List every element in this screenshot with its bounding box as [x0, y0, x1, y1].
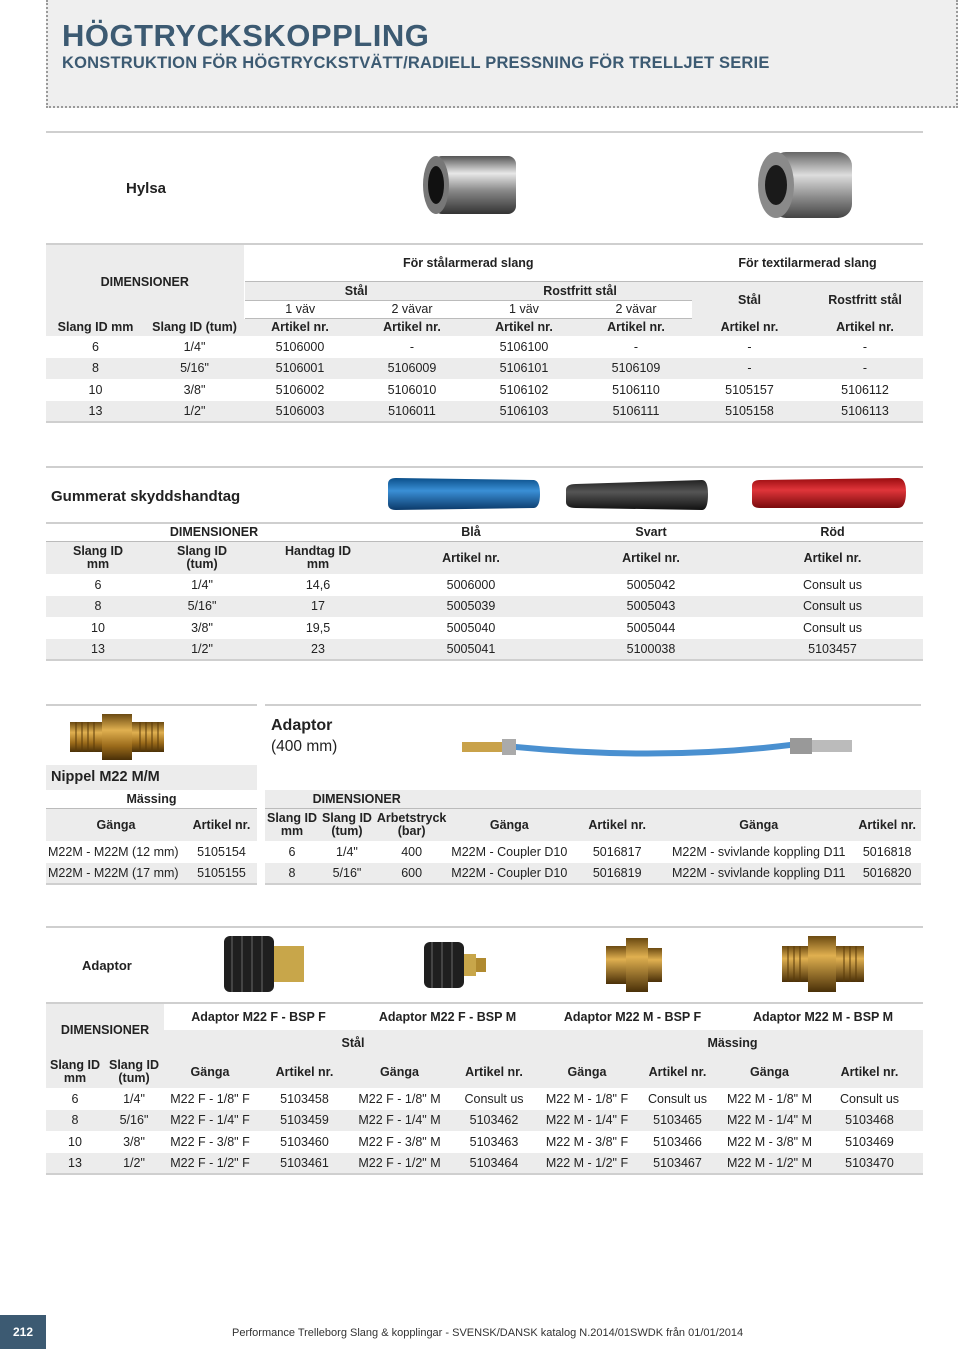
table-cell: 8	[288, 865, 296, 880]
table-row	[265, 863, 921, 885]
table-cell: 5103461	[280, 1155, 329, 1170]
stal-header: Stål	[244, 281, 468, 300]
table-cell: M22 M - 1/4" F	[545, 1113, 629, 1128]
table-cell: 5016820	[862, 865, 912, 880]
table-cell: 5005043	[626, 599, 676, 614]
table-row	[46, 596, 923, 618]
col-artikel: Artikel nr.	[803, 550, 862, 565]
section-divider	[46, 704, 257, 706]
steel-group-header: För stålarmerad slang	[244, 244, 692, 281]
table-cell: M22 F - 1/4" M	[358, 1113, 441, 1128]
table-cell: 5106101	[499, 361, 549, 376]
table-cell: 5103464	[469, 1155, 519, 1170]
bla-header: Blå	[382, 523, 560, 541]
col-ganga: Gänga	[380, 1064, 419, 1079]
adaptor-m-f-image	[604, 936, 664, 994]
col-slang-tum: Slang ID (tum)	[108, 1057, 159, 1085]
table-cell: 10	[68, 1134, 82, 1149]
table-row	[46, 841, 257, 863]
col-ganga: Gänga	[489, 817, 529, 832]
table-cell: 5103458	[280, 1091, 329, 1106]
table-cell: 5106002	[275, 382, 325, 397]
table-cell: 5106010	[387, 382, 437, 397]
group-header: Adaptor M22 F - BSP M	[378, 1010, 517, 1024]
table-cell: 5106112	[841, 382, 889, 397]
page-number: 212	[0, 1315, 46, 1349]
massing-header: Mässing	[542, 1030, 923, 1055]
adaptor-m-m-image	[780, 934, 866, 994]
table-row	[46, 1088, 923, 1110]
dimensioner-header: DIMENSIONER	[46, 523, 382, 541]
one-vav-header: 1 väv	[244, 300, 356, 318]
section-divider	[46, 926, 923, 928]
table-cell: M22 F - 1/8" M	[358, 1091, 441, 1106]
table-cell: 5105158	[725, 403, 774, 418]
table-cell: 5103469	[845, 1134, 894, 1149]
table-cell: 600	[401, 865, 423, 880]
table-cell: 5106011	[388, 403, 436, 418]
col-artikel: Artikel nr.	[465, 1064, 523, 1079]
hylsa-table	[46, 243, 923, 423]
col-slang-mm: Slang ID mm	[57, 320, 134, 334]
table-cell: Consult us	[464, 1091, 524, 1106]
adaptor400-title: Adaptor	[271, 717, 333, 734]
table-cell: 5103463	[469, 1134, 519, 1149]
table-cell: 13	[88, 403, 103, 418]
two-vavar-header: 2 vävar	[580, 300, 692, 318]
adaptor-table	[46, 1002, 923, 1175]
col-artikel: Artikel nr.	[275, 1064, 334, 1079]
table-cell: 5105155	[197, 865, 246, 880]
table-cell: 1/4"	[123, 1091, 145, 1106]
one-vav-header: 1 väv	[468, 300, 580, 318]
table-cell: -	[633, 339, 639, 354]
section-divider	[265, 704, 921, 706]
nipple-image	[68, 710, 166, 762]
table-cell: 8	[92, 361, 99, 376]
table-cell: 5100038	[626, 641, 676, 656]
table-row	[46, 863, 257, 885]
table-cell: 5106102	[499, 382, 549, 397]
table-cell: Consult us	[802, 620, 863, 635]
table-cell: 5106103	[499, 403, 549, 418]
table-cell: 13	[68, 1155, 82, 1170]
table-cell: 6	[94, 577, 102, 592]
page-header	[46, 0, 958, 108]
col-artikel: Artikel nr.	[271, 320, 329, 335]
table-cell: 5103460	[280, 1134, 329, 1149]
table-cell: Consult us	[647, 1091, 708, 1106]
sleeve-stainless-image	[752, 148, 856, 224]
table-row	[46, 401, 923, 423]
table-cell: M22 F - 1/8" F	[170, 1091, 250, 1106]
col-handtag-id: Handtag ID mm	[285, 543, 351, 571]
adaptor400-table	[265, 790, 921, 885]
table-cell: 5103466	[653, 1134, 702, 1149]
table-cell: 5106001	[275, 361, 325, 376]
col-artikel: Artikel nr.	[383, 320, 441, 335]
rostfritt-header: Rostfritt stål	[468, 281, 692, 300]
col-ganga: Gänga	[739, 817, 779, 832]
nippel-title: Nippel M22 M/M	[51, 769, 160, 785]
table-row	[46, 1110, 923, 1132]
table-cell: 5106111	[612, 403, 660, 418]
table-cell: 5005044	[626, 620, 676, 635]
col-ganga: Gänga	[190, 1064, 230, 1079]
red-grip-image	[748, 474, 910, 514]
col-slang-tum: Slang ID (tum)	[321, 810, 372, 838]
page-title: HÖGTRYCKSKOPPLING	[62, 18, 430, 53]
section-divider	[46, 131, 923, 133]
col-artikel: Artikel nr.	[622, 550, 680, 565]
table-row	[46, 379, 923, 401]
adaptor-title: Adaptor	[82, 958, 132, 973]
table-cell: 5106009	[387, 361, 437, 376]
table-cell: 5103459	[280, 1113, 329, 1128]
table-cell: M22 M - 3/8" M	[726, 1134, 812, 1149]
table-cell: 10	[91, 620, 105, 635]
table-cell: M22 M - 1/2" M	[726, 1155, 812, 1170]
table-cell: 1/4"	[183, 339, 206, 354]
dimensioner-header: DIMENSIONER	[46, 1003, 164, 1055]
table-cell: 1/4"	[336, 844, 358, 859]
col-slang-mm: Slang ID mm	[267, 810, 318, 838]
table-cell: M22 F - 1/2" F	[170, 1155, 250, 1170]
table-cell: M22M - M22M (17 mm)	[48, 865, 179, 880]
table-cell: 5106100	[499, 339, 549, 354]
table-cell: 5/16"	[180, 361, 209, 376]
table-cell: 5103462	[469, 1113, 519, 1128]
table-cell: -	[862, 339, 868, 354]
table-cell: 10	[88, 382, 103, 397]
table-cell: M22M - Coupler D10	[451, 844, 568, 859]
hylsa-title: Hylsa	[126, 180, 167, 197]
table-row	[46, 1131, 923, 1153]
col-slang-tum: Slang ID (tum)	[152, 320, 237, 334]
table-cell: 5106003	[275, 403, 325, 418]
table-cell: M22 F - 1/2" M	[358, 1155, 441, 1170]
nippel-table	[46, 790, 257, 885]
table-cell: 5005040	[446, 620, 496, 635]
table-cell: 5016817	[592, 844, 642, 859]
col-artikel: Artikel nr.	[720, 320, 779, 334]
table-cell: 5105157	[725, 382, 774, 397]
adaptor-f-m-image	[420, 938, 490, 992]
stal-header: Stål	[164, 1030, 542, 1055]
group-header: Adaptor M22 M - BSP F	[563, 1010, 702, 1024]
col-artikel: Artikel nr.	[858, 817, 917, 832]
table-cell: 1/2"	[183, 403, 206, 418]
blank-header	[448, 790, 921, 808]
col-slang-mm: Slang ID mm	[49, 1057, 100, 1085]
table-cell: 5106000	[275, 339, 325, 354]
table-cell: M22 M - 1/4" M	[726, 1113, 812, 1128]
table-cell: Consult us	[802, 577, 863, 592]
massing-header: Mässing	[46, 790, 257, 808]
table-cell: 5/16"	[332, 865, 362, 880]
adaptor-hose-image	[460, 730, 860, 764]
col-artikel: Artikel nr.	[495, 320, 553, 335]
table-cell: 3/8"	[191, 620, 213, 635]
table-cell: 5106113	[841, 403, 889, 418]
table-row	[46, 617, 923, 639]
table-cell: -	[409, 339, 415, 354]
table-cell: 5103470	[845, 1155, 894, 1170]
table-cell: 5/16"	[187, 599, 217, 614]
table-cell: 5005042	[626, 577, 676, 592]
handtag-table	[46, 522, 923, 661]
black-grip-image	[562, 476, 712, 516]
table-cell: -	[747, 339, 752, 354]
table-cell: 400	[401, 844, 423, 859]
two-vavar-header: 2 vävar	[356, 300, 468, 318]
table-row	[265, 841, 921, 863]
table-cell: 23	[311, 641, 325, 656]
table-cell: 1/2"	[191, 641, 213, 656]
adaptor400-length: (400 mm)	[271, 738, 338, 755]
table-cell: 5016819	[592, 865, 642, 880]
footer-text: Performance Trelleborg Slang & kopplingar - SVENSK/DANSK katalog N.2014/01SWDK från 01/01/2014	[232, 1327, 744, 1339]
table-cell: Consult us	[802, 599, 863, 614]
col-slang-tum: Slang ID (tum)	[176, 543, 227, 571]
col-ganga: Gänga	[96, 817, 136, 832]
table-cell: 5103465	[653, 1113, 702, 1128]
table-cell: -	[747, 361, 752, 376]
col-ganga: Gänga	[750, 1064, 789, 1079]
col-artikel: Artikel nr.	[607, 320, 665, 335]
table-cell: 5105154	[197, 844, 246, 859]
table-cell: M22 F - 3/8" F	[170, 1134, 250, 1149]
table-cell: 1/2"	[123, 1155, 145, 1170]
textile-stal-header: Stål	[692, 281, 807, 318]
textile-group-header: För textilarmerad slang	[692, 244, 923, 281]
table-cell: 5106110	[612, 382, 660, 397]
table-cell: 19,5	[305, 620, 331, 635]
table-cell: M22 M - 1/8" F	[545, 1091, 629, 1106]
table-cell: M22 M - 1/8" M	[726, 1091, 812, 1106]
table-cell: 5016818	[862, 844, 912, 859]
svart-header: Svart	[560, 523, 742, 541]
table-cell: Consult us	[839, 1091, 900, 1106]
col-slang-mm: Slang ID mm	[72, 543, 123, 571]
col-ganga: Gänga	[567, 1064, 607, 1079]
table-cell: M22 F - 1/4" F	[170, 1113, 250, 1128]
col-arbetstryck: Arbetstryck (bar)	[376, 810, 447, 838]
section-divider	[46, 466, 923, 468]
table-cell: 6	[92, 339, 99, 354]
table-row	[46, 574, 923, 596]
table-cell: M22 M - 1/2" F	[545, 1155, 629, 1170]
handtag-title: Gummerat skyddshandtag	[51, 488, 241, 505]
table-cell: 14,6	[305, 577, 331, 592]
table-cell: M22 M - 3/8" F	[545, 1134, 629, 1149]
table-cell: M22M - M22M (12 mm)	[48, 844, 179, 859]
table-row	[46, 336, 923, 358]
rod-header: Röd	[742, 523, 923, 541]
table-cell: 3/8"	[183, 382, 206, 397]
table-cell: 5/16"	[119, 1113, 149, 1128]
col-artikel: Artikel nr.	[442, 550, 500, 565]
table-cell: -	[862, 361, 868, 376]
col-artikel: Artikel nr.	[588, 817, 647, 832]
table-cell: M22M - svivlande koppling D11	[672, 844, 846, 859]
table-cell: 1/4"	[191, 577, 213, 592]
adaptor-f-f-image	[220, 932, 310, 996]
sleeve-steel-image	[420, 150, 520, 220]
table-cell: 5005039	[446, 599, 496, 614]
table-cell: M22M - svivlande koppling D11	[672, 865, 846, 880]
col-artikel: Artikel nr.	[192, 817, 251, 832]
table-cell: 6	[71, 1091, 79, 1106]
table-cell: 5106109	[611, 361, 661, 376]
table-cell: 6	[288, 844, 296, 859]
col-artikel: Artikel nr.	[836, 320, 894, 334]
table-cell: 3/8"	[123, 1134, 145, 1149]
table-row	[46, 639, 923, 661]
table-cell: 5103468	[845, 1113, 894, 1128]
group-header: Adaptor M22 M - BSP M	[752, 1010, 894, 1024]
table-cell: M22 F - 3/8" M	[358, 1134, 441, 1149]
table-row	[46, 1153, 923, 1175]
page-subtitle: KONSTRUKTION FÖR HÖGTRYCKSTVÄTT/RADIELL PRESSNING FÖR TRELLJET SERIE	[62, 54, 770, 72]
dimensioner-header: DIMENSIONER	[46, 244, 244, 318]
table-cell: 17	[311, 599, 325, 614]
col-artikel: Artikel nr.	[840, 1064, 899, 1079]
blue-grip-image	[384, 474, 544, 514]
table-cell: 5103467	[653, 1155, 702, 1170]
table-cell: 8	[71, 1113, 79, 1128]
group-header: Adaptor M22 F - BSP F	[191, 1010, 326, 1024]
table-cell: 8	[94, 599, 102, 614]
col-artikel: Artikel nr.	[648, 1064, 707, 1079]
table-cell: 5005041	[446, 641, 496, 656]
dimensioner-header: DIMENSIONER	[265, 790, 448, 808]
table-cell: M22M - Coupler D10	[451, 865, 568, 880]
table-cell: 5103457	[808, 641, 857, 656]
table-row	[46, 358, 923, 380]
table-cell: 13	[91, 641, 105, 656]
textile-rostfritt-header: Rostfritt stål	[807, 281, 923, 318]
table-cell: 5006000	[446, 577, 496, 592]
